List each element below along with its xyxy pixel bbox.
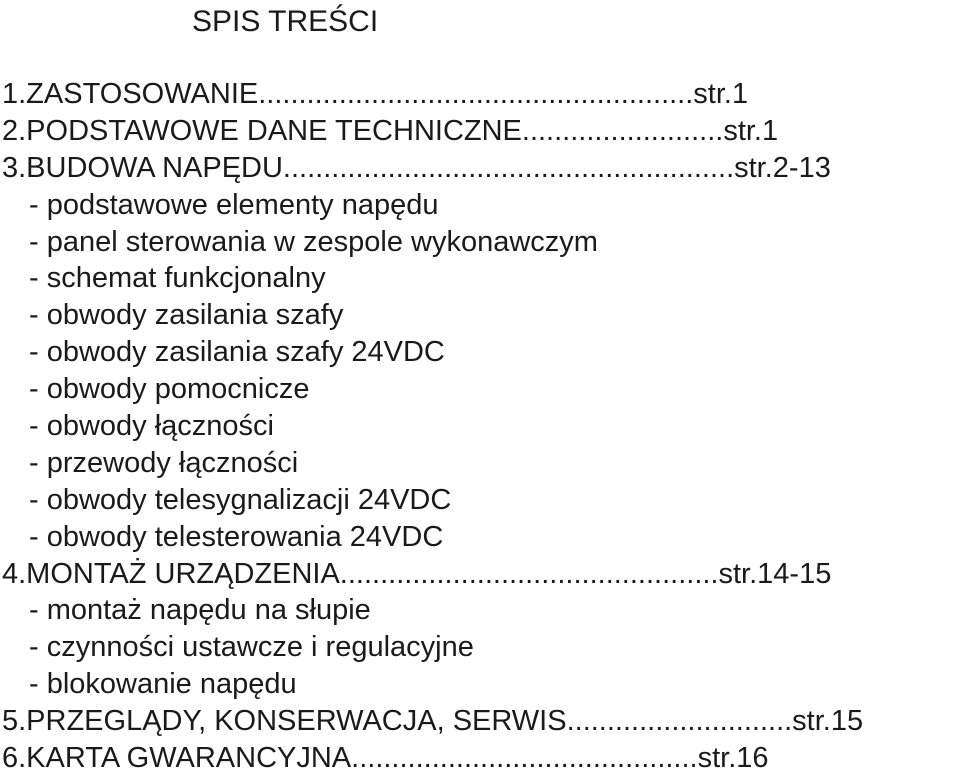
toc-subentry: - obwody zasilania szafy 24VDC: [29, 336, 445, 369]
toc-subentry: - schemat funkcjonalny: [29, 262, 326, 295]
toc-subentry: - przewody łączności: [29, 446, 299, 479]
toc-subentry: - obwody zasilania szafy: [29, 299, 344, 332]
toc-subentry: - czynności ustawcze i regulacyjne: [29, 631, 474, 664]
toc-subentry: - obwody pomocnicze: [29, 373, 310, 406]
document-title: SPIS TREŚCI: [192, 5, 379, 38]
toc-subentry: - obwody łączności: [29, 410, 274, 443]
toc-subentry: - blokowanie napędu: [29, 668, 297, 701]
toc-subentry: - obwody telesygnalizacji 24VDC: [29, 483, 452, 516]
toc-subentry: - obwody telesterowania 24VDC: [29, 520, 444, 553]
toc-subentry: - montaż napędu na słupie: [29, 594, 371, 627]
toc-entry-montaz: 4.MONTAŻ URZĄDZENIA...............................................str.14-15: [2, 557, 832, 590]
toc-subentry: - podstawowe elementy napędu: [29, 188, 439, 221]
toc-entry-karta-gwarancyjna: 6.KARTA GWARANCYJNA...........................................str.16: [2, 742, 769, 775]
toc-entry-budowa-napedu: 3.BUDOWA NAPĘDU........................................................str.2-13: [2, 151, 831, 184]
toc-subentry: - panel sterowania w zespole wykonawczym: [29, 225, 598, 258]
table-of-contents: [2, 76, 863, 777]
toc-entry-podstawowe-dane: 2.PODSTAWOWE DANE TECHNICZNE.........................str.1: [2, 114, 779, 147]
toc-entry-przeglady: 5.PRZEGLĄDY, KONSERWACJA, SERWIS............................str.15: [2, 705, 864, 738]
toc-entry-zastosowanie: 1.ZASTOSOWANIE......................................................str.1: [2, 78, 749, 110]
